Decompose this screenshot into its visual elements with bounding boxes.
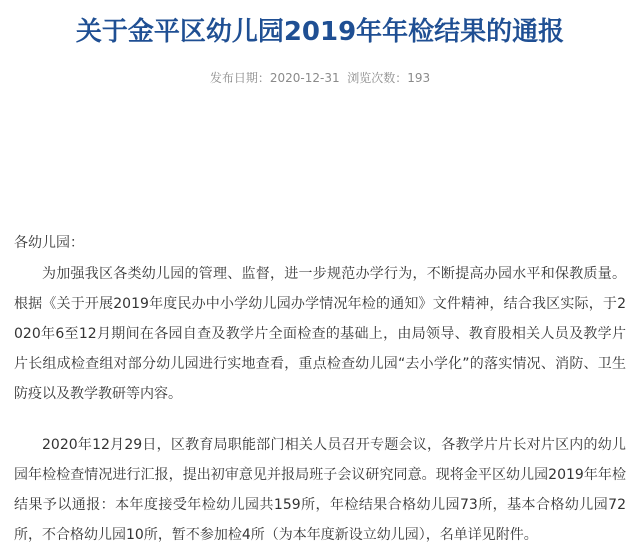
paragraph-1: 为加强我区各类幼儿园的管理、监督，进一步规范办学行为，不断提高办园水平和保教质量。根据《关于开展2019年度民办中小学幼儿园办学情况年检的通知》文件精神，结合我区实际，于2020年6至12月期间在各园自查及教学片全面检查的基础上，由局领导、教育股相关人员及教学片片长组成检查组对部分幼儿园进行实地查看，重点检查幼儿园“去小学化”的落实情况、消防、卫生防疫以及教学教研等内容。 [14, 266, 626, 402]
article-meta [0, 68, 640, 88]
publish-date: 2020-12-31 [269, 71, 340, 85]
publish-date-label: 发布日期： [209, 71, 270, 85]
view-count-label: 浏览次数： [347, 71, 408, 85]
article-title: 关于金平区幼儿园2019年年检结果的通报 [75, 17, 565, 47]
greeting: 各幼儿园： [14, 235, 84, 251]
view-count: 193 [407, 71, 431, 85]
paragraph-2: 2020年12月29日，区教育局职能部门相关人员召开专题会议，各教学片片长对片区内的幼儿园年检检查情况进行汇报，提出初审意见并报局班子会议研究同意。现将金平区幼儿园2019年年检结果予以通报：本年度接受年检幼儿园共159所，年检结果合格幼儿园73所，基本合格幼儿园72所，不合格幼儿园10所，暂不参加检4所（为本年度新设立幼儿园），名单详见附件。 [14, 437, 626, 543]
